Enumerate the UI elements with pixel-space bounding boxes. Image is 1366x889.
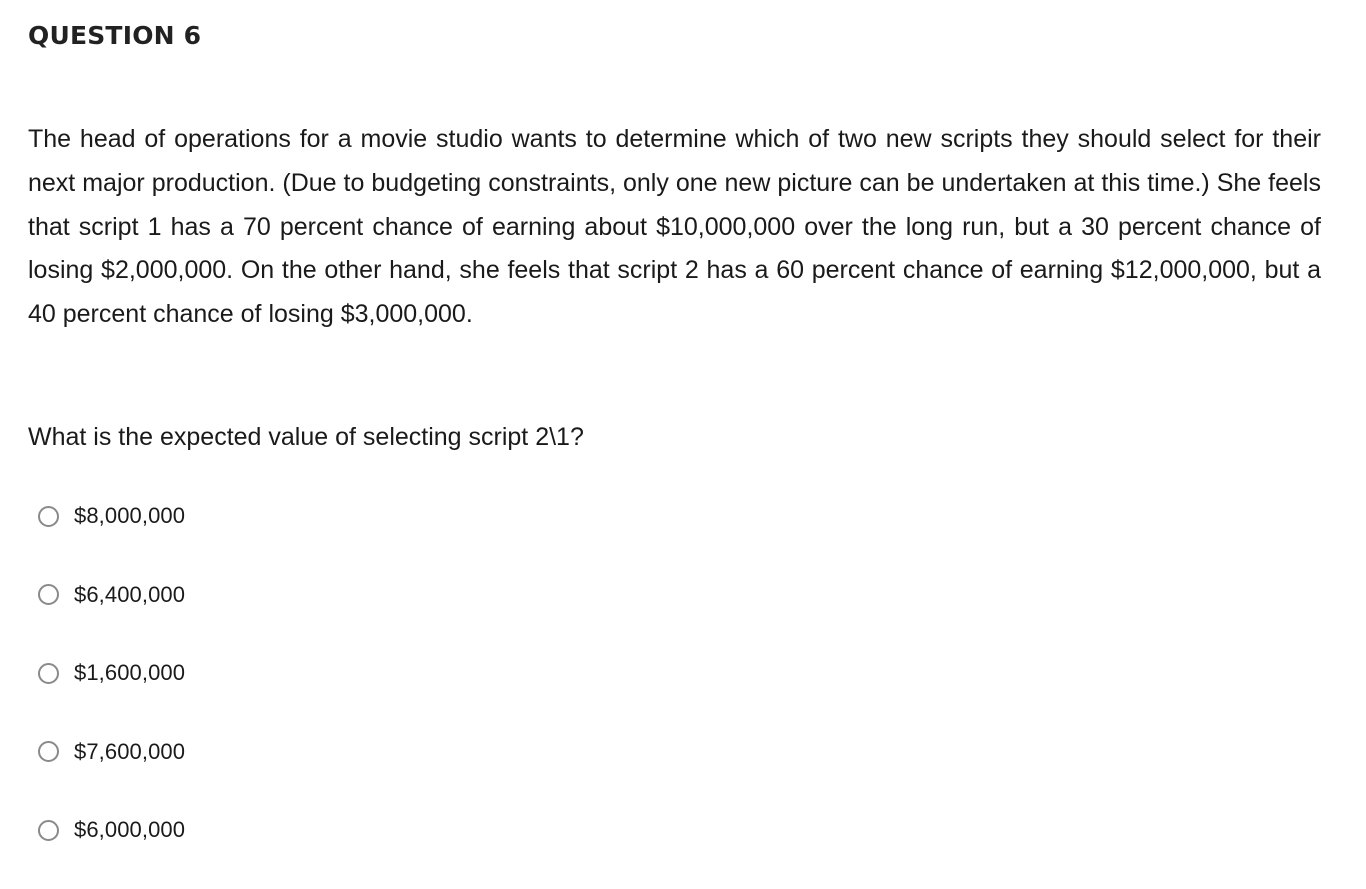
answer-label[interactable]: $6,400,000: [74, 581, 186, 607]
answer-option-1[interactable]: [38, 496, 185, 536]
radio-button-icon[interactable]: [38, 663, 59, 684]
answer-option-4[interactable]: [38, 732, 185, 772]
question-body: The head of operations for a movie studio wants to determine which of two new scripts they should select for their next major production. (Due to budgeting constraints, only one new picture can be undertaken at this time.) She feels that script 1 has a 70 percent chance of earning about $10,000,000 over the long run, but a 30 percent chance of losing $2,000,000. On the other hand, she feels that script 2 has a 60 percent chance of earning $12,000,000, but a 40 percent chance of losing $3,000,000.: [28, 125, 1321, 329]
answer-option-5[interactable]: [38, 810, 185, 850]
radio-button-icon[interactable]: [38, 506, 59, 527]
answer-label[interactable]: $8,000,000: [74, 503, 186, 528]
radio-button-icon[interactable]: [38, 584, 59, 605]
answer-option-3[interactable]: [38, 653, 185, 693]
question-header: QUESTION 6: [28, 21, 202, 50]
answer-label[interactable]: $1,600,000: [74, 660, 186, 685]
answer-option-2[interactable]: [38, 575, 185, 615]
answer-options: [38, 496, 185, 889]
answer-label[interactable]: $7,600,000: [74, 738, 186, 764]
radio-button-icon[interactable]: [38, 741, 59, 762]
question-prompt: What is the expected value of selecting script 2\1?: [28, 423, 584, 451]
radio-button-icon[interactable]: [38, 820, 59, 841]
answer-label[interactable]: $6,000,000: [74, 817, 186, 842]
